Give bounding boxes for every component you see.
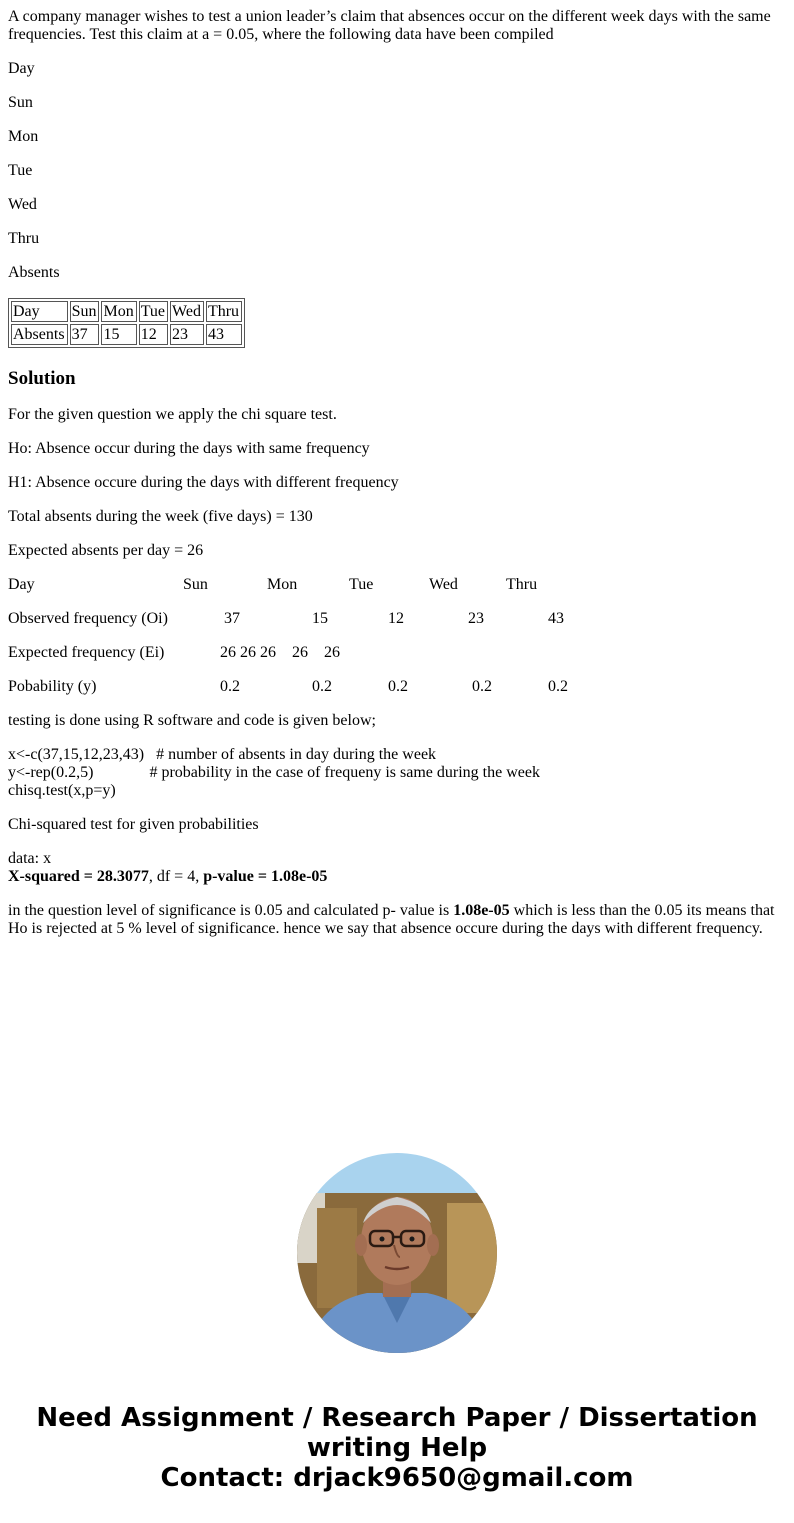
document-body — [8, 8, 786, 954]
row-value: 26 — [324, 644, 340, 661]
list-item: Sun — [8, 94, 33, 111]
list-item: Thru — [8, 230, 40, 247]
table-cell: Day — [11, 301, 68, 322]
footer-line: Need Assignment / Research Paper / Dissertation — [36, 1403, 758, 1433]
table-cell: Absents — [11, 324, 68, 345]
x-squared: X-squared = 28.3077 — [8, 868, 149, 885]
observed-row — [8, 610, 786, 628]
alt-hypothesis: H1: Absence occure during the days with different frequency — [8, 474, 399, 491]
table-row — [11, 324, 242, 345]
row-value: Wed — [429, 576, 458, 593]
null-hypothesis: Ho: Absence occur during the days with same frequency — [8, 440, 370, 457]
row-value: 26 — [292, 644, 308, 661]
row-value: 12 — [388, 610, 404, 627]
list-item: Mon — [8, 128, 39, 145]
code-line: x<-c(37,15,12,23,43) # number of absents in day during the week — [8, 746, 437, 763]
footer-line: writing Help — [306, 1433, 488, 1463]
total-absents: Total absents during the week (five days) = 130 — [8, 508, 313, 525]
table-cell: Thru — [206, 301, 242, 322]
row-value: 0.2 — [472, 678, 492, 695]
row-value: Sun — [183, 576, 208, 593]
conclusion-text: in the question level of significance is 0.05 and calculated p- value is — [8, 902, 454, 919]
list-item: Wed — [8, 196, 37, 213]
list-item: Day — [8, 60, 35, 77]
row-value: 15 — [312, 610, 328, 627]
row-value: 37 — [224, 610, 240, 627]
table-cell: Sun — [70, 301, 100, 322]
testing-note: testing is done using R software and code is given below; — [8, 712, 376, 729]
solution-heading: Solution — [8, 368, 76, 389]
table-cell: 23 — [170, 324, 204, 345]
absents-table — [8, 298, 245, 348]
avatar — [297, 1153, 497, 1353]
expected-absents: Expected absents per day = 26 — [8, 542, 204, 559]
result-block — [8, 850, 786, 886]
row-value: Mon — [267, 576, 298, 593]
row-label: Pobability (y) — [8, 678, 97, 695]
table-cell: Wed — [170, 301, 204, 322]
person-portrait-icon — [297, 1153, 497, 1353]
row-value: Tue — [349, 576, 374, 593]
code-line: y<-rep(0.2,5) # probability in the case of frequeny is same during the week — [8, 764, 540, 781]
row-value: 0.2 — [220, 678, 240, 695]
day-row — [8, 576, 786, 594]
table-cell: Tue — [139, 301, 168, 322]
list-item: Tue — [8, 162, 33, 179]
row-value: 26 26 26 — [220, 644, 276, 661]
row-value: Thru — [506, 576, 538, 593]
table-cell: 12 — [139, 324, 168, 345]
table-cell: 43 — [206, 324, 242, 345]
table-cell: 37 — [70, 324, 100, 345]
solution-intro: For the given question we apply the chi square test. — [8, 406, 337, 423]
table-row — [11, 301, 242, 322]
conclusion-p-value: 1.08e-05 — [453, 902, 510, 919]
row-label: Observed frequency (Oi) — [8, 610, 168, 627]
row-label: Expected frequency (Ei) — [8, 644, 165, 661]
r-code-block — [8, 746, 786, 800]
result-title: Chi-squared test for given probabilities — [8, 816, 259, 833]
probability-row — [8, 678, 786, 696]
row-label: Day — [8, 576, 35, 593]
promo-footer — [0, 1403, 794, 1493]
expected-row — [8, 644, 786, 662]
df-text: , df = 4, — [148, 868, 204, 885]
data-line: data: x — [8, 850, 52, 867]
conclusion — [8, 902, 786, 938]
row-value: 0.2 — [312, 678, 332, 695]
p-value: p-value = 1.08e-05 — [203, 868, 328, 885]
row-value: 43 — [548, 610, 564, 627]
footer-contact: Contact: drjack9650@gmail.com — [160, 1463, 634, 1493]
table-cell: 15 — [101, 324, 136, 345]
code-line: chisq.test(x,p=y) — [8, 782, 116, 799]
row-value: 23 — [468, 610, 484, 627]
row-value: 0.2 — [548, 678, 568, 695]
conclusion-text: which is less than the 0.05 its means that Ho is rejected at 5 % level of significance. hence we say that absence occure during the days with different frequency. — [8, 902, 775, 937]
table-cell: Mon — [101, 301, 136, 322]
row-value: 0.2 — [388, 678, 408, 695]
list-item: Absents — [8, 264, 60, 281]
question-text: A company manager wishes to test a union leader’s claim that absences occur on the different week days with the same frequencies. Test this claim at a = 0.05, where the following data have been compiled — [8, 8, 771, 43]
